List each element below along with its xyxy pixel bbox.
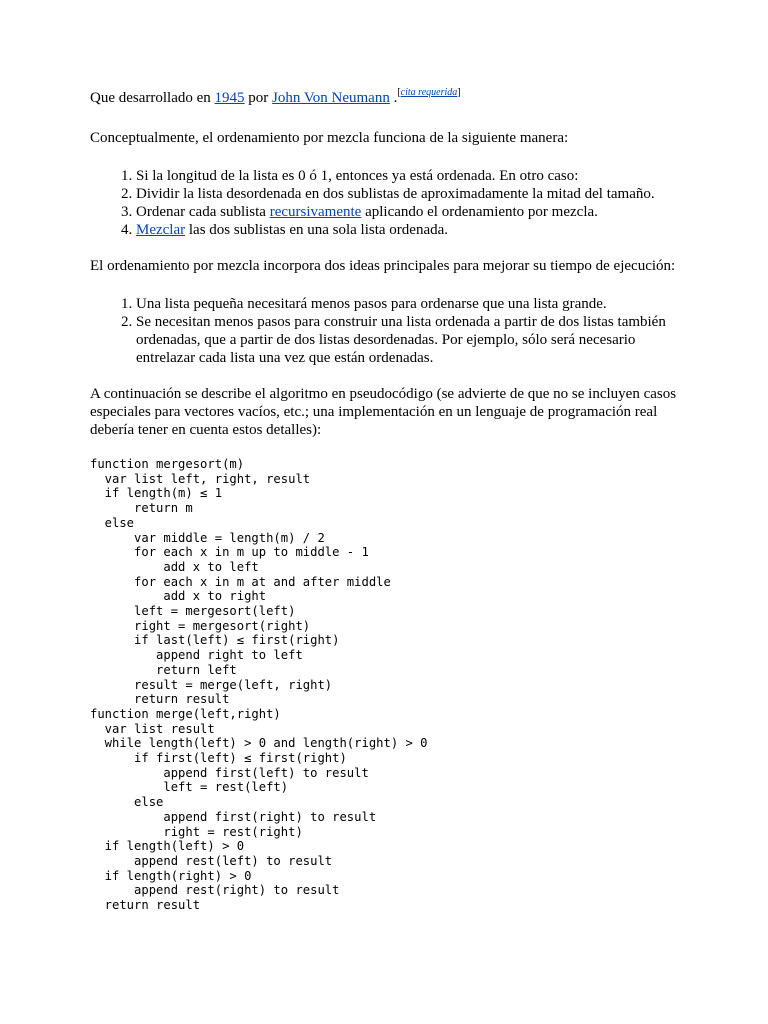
link-cita-requerida[interactable]: cita requerida: [400, 87, 458, 98]
steps-item-4-after: las dos sublistas en una sola lista ordenada.: [185, 222, 449, 238]
ideas-list: [90, 295, 678, 367]
ideas-item-1: 1. Una lista pequeña necesitará menos pasos para ordenarse que una lista grande.: [136, 295, 678, 313]
steps-item-3-before: Ordenar cada sublista: [136, 204, 270, 220]
link-recursivamente[interactable]: recursivamente: [269, 204, 362, 220]
citation-needed: [397, 87, 460, 98]
steps-item-3: [136, 203, 678, 221]
steps-item-4: [136, 221, 678, 239]
ideas-paragraph: El ordenamiento por mezcla incorpora dos ideas principales para mejorar su tiempo de ejecución:: [90, 258, 676, 274]
concept-paragraph: Conceptualmente, el ordenamiento por mezcla funciona de la siguiente manera:: [90, 130, 569, 146]
intro-text-before: Que desarrollado en: [90, 90, 215, 106]
link-1945[interactable]: 1945: [214, 90, 245, 106]
algorithm-paragraph: A continuación se describe el algoritmo en pseudocódigo (se advierte de que no se incluyen casos especiales para vectores vacíos, etc.; una implementación en un lenguaje de programación real debería tener en cuenta estos detalles):: [90, 386, 677, 438]
cite-close-bracket: ]: [457, 87, 461, 98]
ideas-item-2: 2. Se necesitan menos pasos para construir una lista ordenada a partir de dos listas también ordenadas, que a partir de dos listas desordenadas. Por ejemplo, sólo será necesario entrelazar cada lista una vez que están ordenadas.: [136, 313, 678, 367]
intro-text-middle: por: [244, 90, 273, 106]
steps-list: [90, 167, 678, 239]
intro-paragraph: [90, 88, 678, 107]
intro-text-after: .: [389, 90, 398, 106]
cite-open-bracket: [: [397, 87, 401, 98]
steps-item-1: 1. Si la longitud de la lista es 0 ó 1, entonces ya está ordenada. En otro caso:: [136, 167, 678, 185]
link-mezclar[interactable]: Mezclar: [136, 222, 186, 238]
link-john-von-neumann[interactable]: John Von Neumann: [272, 90, 390, 106]
steps-item-2: 2. Dividir la lista desordenada en dos sublistas de aproximadamente la mitad del tamaño.: [136, 185, 678, 203]
steps-item-3-after: aplicando el ordenamiento por mezcla.: [361, 204, 598, 220]
pseudocode-block: function mergesort(m) var list left, right, result if length(m) ≤ 1 return m else var middle = length(m) / 2 for each x in m up to middle - 1 add x to left for each x in m at and after middle add x to right left = mergesort(left) right = mergesort(right) if last(left) ≤ first(right) append right to left return left result = merge(left, right) return result function merge(left,right) var list result while length(left) > 0 and length(right) > 0 if first(left) ≤ first(right) append first(left) to result left = rest(left) else append first(right) to result right = rest(right) if length(left) > 0 append rest(left) to result if length(right) > 0 append rest(right) to result return result: [90, 457, 428, 913]
